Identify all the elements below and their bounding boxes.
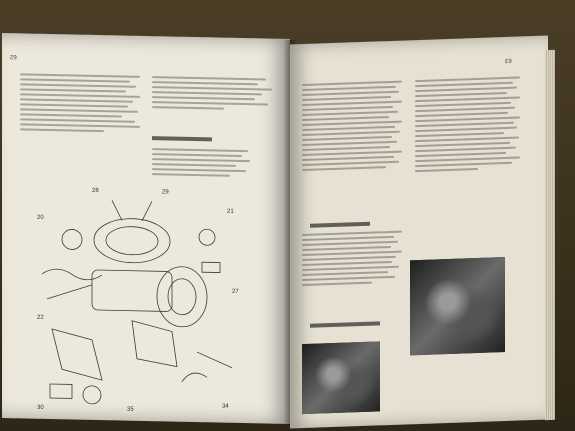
callout-label: 29 (162, 189, 169, 196)
carburetor-exploded-diagram (32, 179, 247, 419)
callout-label: 27 (232, 288, 239, 295)
left-page-heading (152, 136, 212, 141)
right-page-text-column-2 (415, 76, 520, 175)
callout-label: 20 (37, 214, 44, 221)
left-page-text-column-2 (152, 76, 272, 114)
carburetor-photo-bottom (302, 341, 380, 414)
right-page-heading (310, 222, 370, 228)
callout-label: 21 (227, 208, 234, 215)
left-page-number: 62 (10, 53, 17, 60)
callout-label: 22 (37, 314, 44, 321)
page-edges (545, 50, 555, 421)
section-title-bar (310, 321, 380, 327)
left-page-text-column-1 (20, 73, 140, 136)
callout-label: 34 (222, 403, 229, 410)
left-page (2, 33, 290, 424)
callout-label: 28 (92, 187, 99, 195)
carburetor-photo-top-right (410, 257, 505, 355)
right-page-text-column-1b (302, 231, 402, 289)
right-page-number: 63 (505, 56, 512, 63)
right-page-text-column-1 (302, 81, 402, 174)
figure-legend (152, 148, 272, 181)
callout-label: 30 (37, 404, 44, 411)
callout-label: 35 (127, 406, 134, 413)
right-page (290, 35, 548, 428)
